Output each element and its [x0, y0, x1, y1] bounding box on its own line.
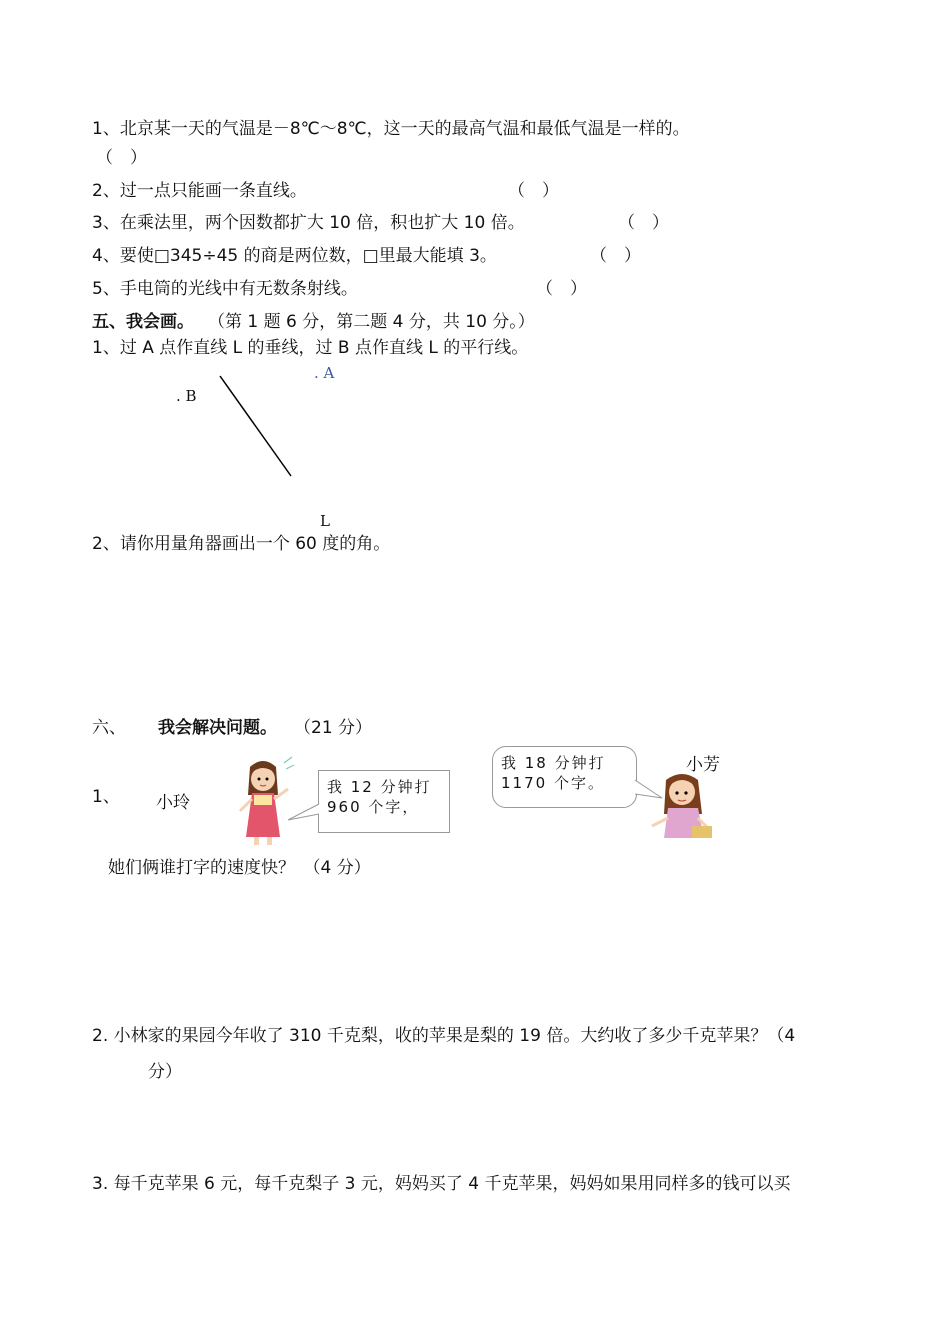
q1-question: 她们俩谁打字的速度快？ （4 分） — [108, 858, 371, 878]
section6-score: （21 分） — [294, 718, 373, 738]
section6-title: 我会解决问题。 — [158, 718, 277, 738]
judge-q2-text: 2、过一点只能画一条直线。 — [92, 181, 307, 201]
girl2-illustration — [648, 770, 724, 842]
line-l-label: L — [320, 512, 330, 530]
judge-q1-bracket[interactable]: （ ） — [96, 148, 147, 168]
bubble1-tail — [286, 800, 320, 824]
line-l — [220, 376, 291, 476]
drawing-figure — [170, 360, 370, 530]
judge-q5-text: 5、手电筒的光线中有无数条射线。 — [92, 279, 358, 299]
judge-q1-text: 1、北京某一天的气温是－8℃～8℃，这一天的最高气温和最低气温是一样的。 — [92, 119, 690, 139]
section5-q2: 2、请你用量角器画出一个 60 度的角。 — [92, 534, 391, 554]
section5-q1: 1、过 A 点作直线 L 的垂线，过 B 点作直线 L 的平行线。 — [92, 338, 529, 358]
section5-title: 五、我会画。 — [92, 312, 194, 332]
judge-q4-bracket[interactable]: （ ） — [590, 246, 641, 266]
section6-number: 六、 — [92, 718, 126, 738]
bubble1-text: 我 12 分钟打 960 个字， — [327, 778, 432, 816]
girl2-name: 小芳 — [686, 755, 720, 775]
section5-score: （第 1 题 6 分，第二题 4 分，共 10 分。） — [208, 312, 535, 332]
point-a-label: . A — [314, 364, 335, 382]
bubble2-text: 我 18 分钟打 1170 个字。 — [501, 754, 606, 792]
judge-q2-bracket[interactable]: （ ） — [508, 181, 559, 201]
girl1-name: 小玲 — [156, 793, 190, 813]
speech-bubble-1 — [318, 770, 450, 833]
judge-q5-bracket[interactable]: （ ） — [536, 279, 587, 299]
q3-line1: 3. 每千克苹果 6 元，每千克梨子 3 元，妈妈买了 4 千克苹果，妈妈如果用同样多的钱可以买 — [92, 1174, 791, 1194]
q2-line2: 分） — [148, 1062, 182, 1082]
q1-number: 1、 — [92, 787, 120, 807]
judge-q3-text: 3、在乘法里，两个因数都扩大 10 倍，积也扩大 10 倍。 — [92, 213, 525, 233]
judge-q3-bracket[interactable]: （ ） — [618, 213, 669, 233]
speech-bubble-2 — [492, 746, 637, 808]
judge-q4-text: 4、要使□345÷45 的商是两位数，□里最大能填 3。 — [92, 246, 497, 266]
q2-line1: 2. 小林家的果园今年收了 310 千克梨，收的苹果是梨的 19 倍。大约收了多少千克苹果？（4 — [92, 1026, 796, 1046]
point-b-label: . B — [176, 387, 197, 405]
